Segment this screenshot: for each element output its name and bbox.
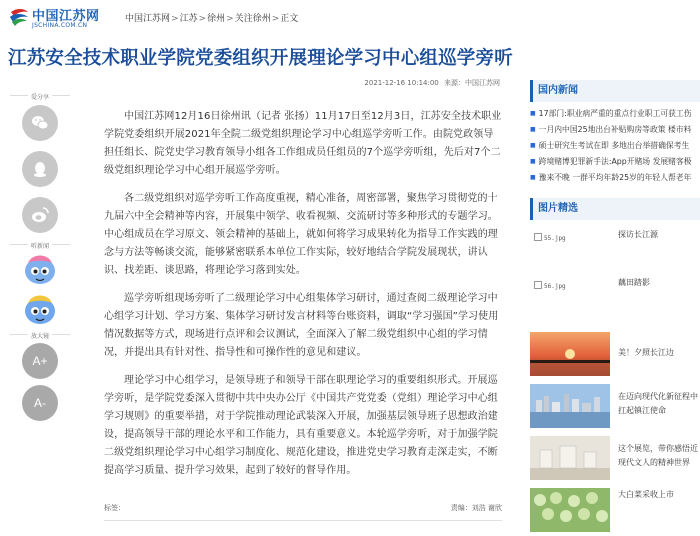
picture-caption: 探访长江源 xyxy=(618,230,658,239)
divider xyxy=(52,334,70,335)
logo-text: 中国江苏网 xyxy=(32,9,100,24)
weibo-icon xyxy=(30,205,50,225)
article-paragraph: 巡学旁听组现场旁听了二级理论学习中心组集体学习研讨，通过查阅二级理论学习中心组学习计划、学习方案、集体学习研讨发言材料等台账资料，调取“学习强国”学习使用情况数据等方式，现场进行点评和会议测试，全面深入了解二级党组织中心组的学习情况，并提出具有针对性、指导性和可操作性的意见和建议。 xyxy=(104,293,499,358)
right-sidebar xyxy=(530,80,700,528)
breadcrumb-separator: > xyxy=(271,14,280,24)
listen-news-mascot-pink[interactable] xyxy=(22,251,58,287)
picture-caption: 藕田踏影 xyxy=(618,278,650,287)
city-waterfront-photo xyxy=(530,384,610,428)
qq-icon xyxy=(30,159,50,179)
breadcrumb-xuzhou[interactable]: 徐州 xyxy=(207,14,226,24)
breadcrumb-separator: > xyxy=(198,14,207,24)
article-title: 江苏安全技术职业学院党委组织开展理论学习中心组巡学旁听 xyxy=(8,48,513,69)
broken-image xyxy=(530,276,610,320)
article-datetime: 2021-12-16 10:14:00 xyxy=(364,79,439,87)
breadcrumb-home[interactable]: 中国江苏网 xyxy=(125,14,171,24)
picture-item[interactable] xyxy=(530,276,700,320)
picture-caption: 在迈向现代化新征程中扛起镇江使命 xyxy=(618,392,698,415)
logo-domain: JSCHINA.COM.CN xyxy=(32,22,88,29)
share-qq-button[interactable] xyxy=(22,151,58,187)
font-decrease-button[interactable]: A- xyxy=(22,385,58,421)
site-header xyxy=(0,0,700,34)
breadcrumb xyxy=(125,11,298,24)
article-source: 来源：中国江苏网 xyxy=(444,79,500,87)
news-link[interactable]: ■ 豫来不晚 一群平均年龄25岁的年轻人帮老年 xyxy=(530,170,700,186)
font-size-label: 放大镜 xyxy=(30,333,49,340)
mascot-icon xyxy=(22,291,58,327)
article-paragraph: 中国江苏网12月16日徐州讯（记者 张扬）11月17日至12月3日，江苏安全技术职业学院党委组织开展2021年全院二级党组织理论学习中心组巡学旁听工作。由院党政领导担任组长、院党史学习教育领导小组各工作组成员任组员的7个巡学旁听组，先后对7个二级党组织理论学习中心组开展巡学旁听。 xyxy=(104,111,502,176)
picture-item[interactable] xyxy=(530,332,700,376)
divider xyxy=(52,244,70,245)
picture-item[interactable] xyxy=(530,228,700,272)
share-weibo-button[interactable] xyxy=(22,197,58,233)
breadcrumb-separator: > xyxy=(226,14,234,24)
picture-caption: 大白菜采收上市 xyxy=(618,490,674,499)
divider xyxy=(10,95,28,96)
image-filename: 56.jpg xyxy=(534,281,566,290)
news-link[interactable]: ■ 硕士研究生考试在即 多地出台举措确保考生 xyxy=(530,138,700,154)
sunset-river-photo xyxy=(530,332,610,376)
article-body xyxy=(104,108,502,490)
breadcrumb-separator: > xyxy=(171,14,179,24)
divider xyxy=(10,334,28,335)
breadcrumb-current: 正文 xyxy=(280,14,299,24)
article-footer xyxy=(104,503,502,513)
editor-credit: 责编：刘浩 谢欣 xyxy=(450,504,502,512)
divider xyxy=(52,95,70,96)
share-label: 爱分享 xyxy=(30,94,49,101)
exhibition-photo xyxy=(530,436,610,480)
tags-label: 标签： xyxy=(104,504,125,512)
share-rail xyxy=(10,92,70,427)
wechat-icon xyxy=(30,113,50,133)
news-link[interactable]: ■ 17部门:职业病严重的重点行业职工可获工伤 xyxy=(530,106,700,122)
news-link[interactable]: ■ 一月内中国25地出台补贴购房等政策 楼市料 xyxy=(530,122,700,138)
mascot-icon xyxy=(22,251,58,287)
breadcrumb-focus-xuzhou[interactable]: 关注徐州 xyxy=(234,14,271,24)
breadcrumb-jiangsu[interactable]: 江苏 xyxy=(179,14,198,24)
domestic-news-list xyxy=(530,106,700,186)
divider xyxy=(10,244,28,245)
article-paragraph: 各二级党组织对巡学旁听工作高度重视，精心准备，周密部署，聚焦学习贯彻党的十九届六中全会精神等内容，开展集中领学、收看视频、交流研讨等多种形式的专题学习。中心组成员在学习原文、领会精神的基础上，就如何将学习成果转化为指导工作实践的理念与方法等畅谈交流，能够紧密联系本单位工作实际，较好地结合学院发展现状，讲认识、找差距、谈思路，将理论学习落到实处。 xyxy=(104,193,498,276)
article-meta xyxy=(364,78,500,88)
picture-caption: 这个展览，带你感悟近现代文人的精神世界 xyxy=(618,444,698,467)
listen-label: 听新闻 xyxy=(30,243,49,250)
logo-mark-icon xyxy=(8,6,30,28)
featured-pictures xyxy=(530,228,700,528)
picture-item[interactable] xyxy=(530,384,700,428)
font-increase-button[interactable]: A+ xyxy=(22,343,58,379)
picture-caption: 美！夕照长江边 xyxy=(618,348,674,357)
featured-pictures-heading: 图片精选 xyxy=(530,198,700,220)
divider xyxy=(104,520,502,521)
picture-item[interactable] xyxy=(530,436,700,480)
picture-item[interactable] xyxy=(530,488,700,532)
share-wechat-button[interactable] xyxy=(22,105,58,141)
news-link[interactable]: ■ 跨境赌博犯罪新手法:App开赌场 发展赌客极 xyxy=(530,154,700,170)
site-logo[interactable] xyxy=(8,4,108,32)
listen-news-mascot-yellow[interactable] xyxy=(22,291,58,327)
image-filename: 55.jpg xyxy=(534,233,566,242)
broken-image xyxy=(530,228,610,272)
cabbage-harvest-photo xyxy=(530,488,610,532)
domestic-news-heading: 国内新闻 xyxy=(530,80,700,102)
article-paragraph: 理论学习中心组学习，是领导班子和领导干部在职理论学习的重要组织形式。开展巡学旁听，是学院党委深入贯彻中共中央办公厅《中国共产党党委（党组）理论学习中心组学习规则》的重要举措，对于学院推动理论武装深入开展，加强基层领导班子思想政治建设，提高领导干部的理论水平和工作能力，具有重要意义。本轮巡学旁听，对于加强学院二级党组织理论学习中心组学习制度化、规范化建设，推进党史学习教育走深走实，不断提高学习质量、提升学习效果，起到了较好的督导作用。 xyxy=(104,375,498,476)
